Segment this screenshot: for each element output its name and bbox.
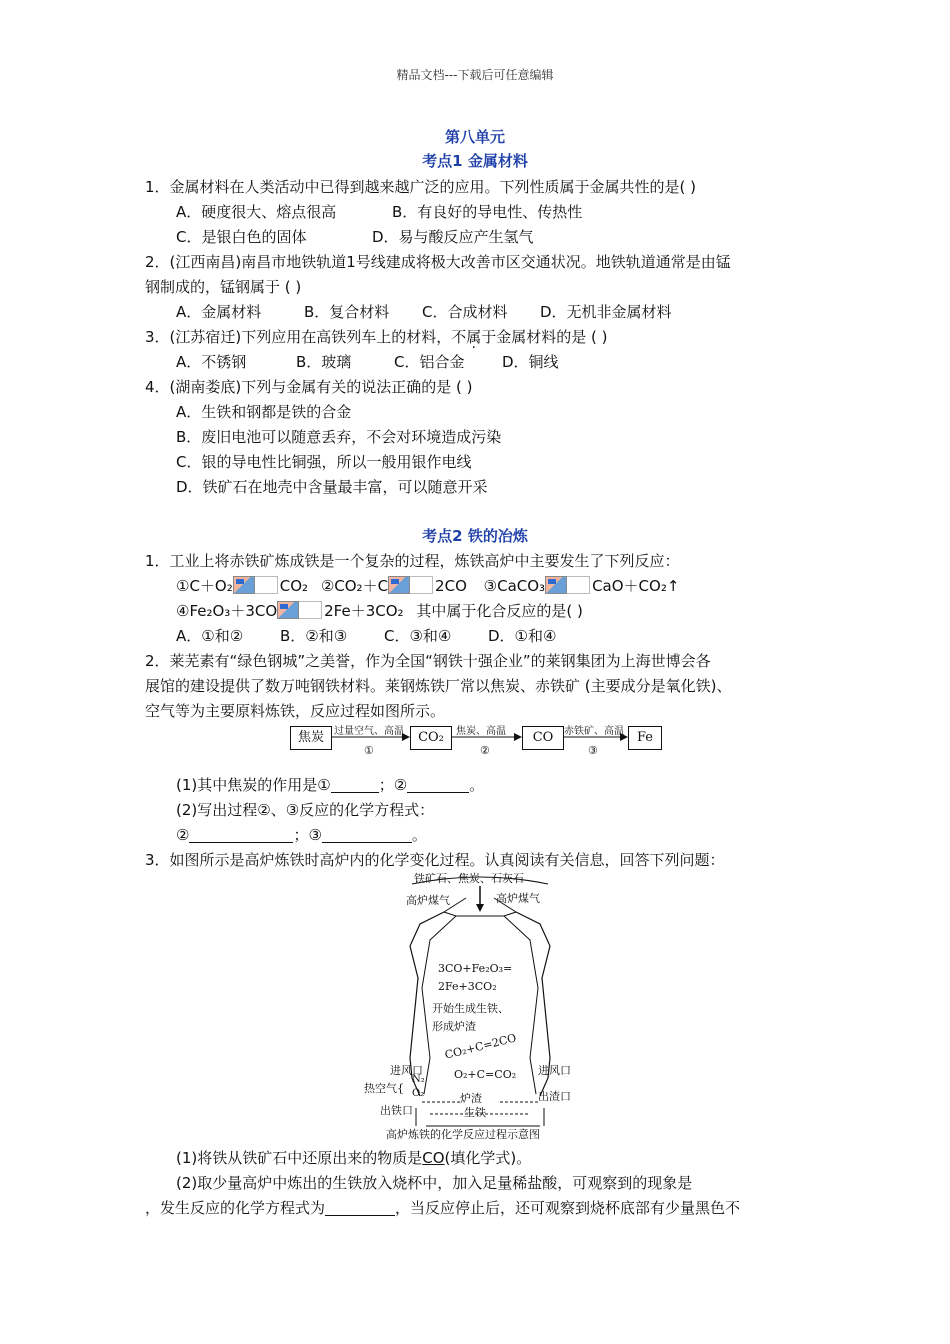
image-frame (567, 576, 590, 594)
image-frame (299, 601, 322, 619)
s1-q4-option-c: C．银的导电性比铜强，所以一般用银作电线 (176, 453, 472, 471)
furnace-n2: N₂ (412, 1074, 425, 1085)
s1-q3-options (176, 351, 559, 373)
s2-q2-stem-2: 展馆的建设提供了数万吨钢铁材料。莱钢炼铁厂常以焦炭、赤铁矿 (主要成分是氧化铁)、 (145, 677, 732, 695)
s1-q1-stem: 1．金属材料在人类活动中已得到越来越广泛的应用。下列性质属于金属共性的是( ) (145, 178, 697, 196)
furnace-eq2: 2Fe+3CO₂ (438, 980, 497, 993)
s1-q1-option-a: A．硬度很大、熔点很高 (176, 203, 337, 221)
s2-q3-part1-c: (填化学式)。 (444, 1149, 532, 1167)
s2-q2-part3 (176, 824, 427, 846)
s1-q2-options (176, 301, 672, 323)
s1-q1-option-b: B．有良好的导电性、传热性 (392, 203, 583, 221)
s2-q3-part1-a: (1)将铁从铁矿石中还原出来的物质是 (176, 1149, 423, 1167)
furnace-eq1: 3CO+Fe₂O₃= (438, 962, 513, 975)
s2-q2-part3-b: ；③ (293, 826, 322, 844)
s2-q3-answer: CO (422, 1149, 445, 1167)
s2-q1-reaction-4 (176, 600, 583, 622)
section2-title: 考点2 铁的冶炼 (422, 527, 528, 545)
s1-q2-option-c: C．合成材料 (422, 303, 508, 321)
unit-title: 第八单元 (444, 128, 505, 146)
answer-blank[interactable] (325, 1200, 395, 1216)
furnace-top-label: 铁矿石、焦炭、石灰石 (414, 872, 524, 885)
s2-q3-part3-a: ，发生反应的化学方程式为 (145, 1199, 326, 1217)
answer-blank[interactable] (189, 827, 293, 843)
s2-q1-r3-left: ③CaCO₃ (483, 577, 546, 595)
furnace-eq4: O₂+C=CO₂ (454, 1068, 517, 1081)
reaction-condition-image-icon (545, 576, 567, 594)
flow-box-co2: CO₂ (410, 726, 452, 750)
flow-arrowhead-2 (514, 733, 522, 741)
furnace-slag-outlet: 出渣口 (538, 1090, 571, 1103)
s2-q2-part2: (2)写出过程②、③反应的化学方程式： (176, 801, 435, 819)
s2-q3-part3 (145, 1197, 740, 1219)
furnace-iron: 生铁 (464, 1106, 486, 1119)
furnace-note2: 形成炉渣 (432, 1020, 476, 1033)
flow-label-3: 赤铁矿、高温 (564, 726, 624, 737)
flow-label-2: 焦炭、高温 (456, 726, 506, 737)
furnace-gas-right: 高炉煤气 (496, 892, 540, 905)
s2-q1-r1-left: ①C＋O₂ (176, 577, 233, 595)
s1-q4-option-d: D．铁矿石在地壳中含量最丰富，可以随意开采 (176, 478, 488, 496)
furnace-hot-air: 热空气{ (364, 1082, 404, 1095)
s2-q2-part3-a: ② (176, 826, 190, 844)
flow-step-1: ① (364, 744, 374, 757)
s2-q1-r4-left: ④Fe₂O₃＋3CO (176, 602, 278, 620)
s2-q1-option-a: A．①和② (176, 627, 244, 645)
s1-q4-stem: 4．(湖南娄底)下列与金属有关的说法正确的是 ( ) (145, 378, 473, 396)
s2-q1-r1-right: CO₂ (279, 577, 309, 595)
s1-q2-option-d: D．无机非金属材料 (540, 303, 672, 321)
image-frame (255, 576, 278, 594)
s2-q3-part1 (176, 1147, 531, 1169)
s1-q2-option-a: A．金属材料 (176, 303, 262, 321)
s2-q1-reactions-123 (176, 575, 679, 597)
smelting-flow-diagram (290, 722, 660, 764)
s2-q1-option-b: B．②和③ (280, 627, 348, 645)
s1-q1-options-cd (176, 226, 534, 248)
page-header: 精品文档---下载后可任意编辑 (396, 68, 554, 82)
furnace-o2: O₂ (412, 1088, 425, 1099)
s2-q2-part1-b: ；② (378, 776, 408, 794)
s2-q1-options (176, 625, 556, 647)
flow-step-2: ② (480, 744, 490, 757)
answer-blank[interactable] (322, 827, 412, 843)
s1-q4-option-a: A．生铁和钢都是铁的合金 (176, 403, 352, 421)
s1-q4-option-b: B．废旧电池可以随意丢弃，不会对环境造成污染 (176, 428, 502, 446)
answer-blank[interactable] (331, 777, 379, 793)
s2-q1-stem: 1．工业上将赤铁矿炼成铁是一个复杂的过程，炼铁高炉中主要发生了下列反应： (145, 552, 680, 570)
reaction-condition-image-icon (277, 601, 299, 619)
s2-q1-r2-left: ②CO₂＋C (320, 577, 389, 595)
image-frame (410, 576, 433, 594)
s2-q2-part1-c: 。 (469, 776, 485, 794)
s1-q1-option-d: D．易与酸反应产生氢气 (372, 228, 534, 246)
s2-q2-stem-3: 空气等为主要原料炼铁，反应过程如图所示。 (145, 702, 446, 720)
s2-q1-r2-right: 2CO (435, 577, 467, 595)
s1-q2-stem-1: 2．(江西南昌)南昌市地铁轨道1号线建成将极大改善市区交通状况。地铁轨道通常是由锰 (145, 253, 731, 271)
furnace-eq3: CO₂+C=2CO (443, 1031, 518, 1062)
s2-q1-option-c: C．③和④ (384, 627, 452, 645)
s1-q1-options-ab (176, 201, 582, 223)
s1-q3-option-a: A．不锈钢 (176, 353, 247, 371)
s2-q1-option-d: D．①和④ (488, 627, 557, 645)
flow-label-1: 过量空气、高温 (334, 726, 404, 737)
s2-q3-part3-b: ，当反应停止后，还可观察到烧杯底部有少量黑色不 (395, 1199, 741, 1217)
s1-q3-option-c: C．铝合金 (394, 353, 465, 371)
s1-q3-stem-pre: 3．(江苏宿迁)下列应用在高铁列车上的材料， (145, 328, 452, 346)
furnace-inlet-left: 进风口 (390, 1064, 423, 1077)
section1-title: 考点1 金属材料 (422, 152, 528, 170)
s2-q1-question: 其中属于化合反应的是( ) (416, 602, 583, 620)
s1-q3-stem (145, 326, 608, 348)
s2-q2-stem-1: 2．莱芜素有“绿色钢城”之美誉，作为全国“钢铁十强企业”的莱钢集团为上海世博会各 (145, 652, 711, 670)
s1-q2-stem-2: 钢制成的，锰钢属于 ( ) (145, 278, 302, 296)
s2-q1-r3-right: CaO＋CO₂↑ (592, 577, 680, 595)
s1-q2-option-b: B．复合材料 (304, 303, 390, 321)
flow-step-3: ③ (588, 744, 598, 757)
furnace-note1: 开始生成生铁、 (432, 1002, 509, 1015)
flow-box-co: CO (522, 726, 564, 750)
s2-q3-part2: (2)取少量高炉中炼出的生铁放入烧杯中，加入足量稀盐酸，可观察到的现象是 (176, 1174, 693, 1192)
reaction-condition-image-icon (233, 576, 255, 594)
s1-q3-emphasis: 不属于 (451, 328, 497, 346)
furnace-inlet-right: 进风口 (538, 1064, 571, 1077)
s2-q3-stem: 3．如图所示是高炉炼铁时高炉内的化学变化过程。认真阅读有关信息，回答下列问题： (145, 851, 725, 869)
furnace-iron-outlet: 出铁口 (380, 1104, 413, 1117)
s1-q3-option-d: D．铜线 (502, 353, 559, 371)
s1-q3-stem-post: 金属材料的是 ( ) (496, 328, 608, 346)
s2-q2-part1-a: (1)其中焦炭的作用是① (176, 776, 331, 794)
reaction-condition-image-icon (388, 576, 410, 594)
answer-blank[interactable] (407, 777, 469, 793)
s2-q2-part1 (176, 774, 484, 796)
furnace-caption: 高炉炼铁的化学反应过程示意图 (386, 1128, 540, 1141)
furnace-gas-left: 高炉煤气 (406, 894, 450, 907)
s2-q1-r4-right: 2Fe＋3CO₂ (324, 602, 404, 620)
furnace-slag: 炉渣 (460, 1092, 482, 1105)
s1-q1-option-c: C．是银白色的固体 (176, 228, 307, 246)
s1-q3-option-b: B．玻璃 (296, 353, 352, 371)
blast-furnace-diagram (360, 868, 600, 1140)
flow-box-fe: Fe (628, 726, 662, 750)
flow-box-coke: 焦炭 (290, 726, 332, 750)
s2-q2-part3-c: 。 (411, 826, 427, 844)
feed-arrowhead (476, 904, 484, 912)
